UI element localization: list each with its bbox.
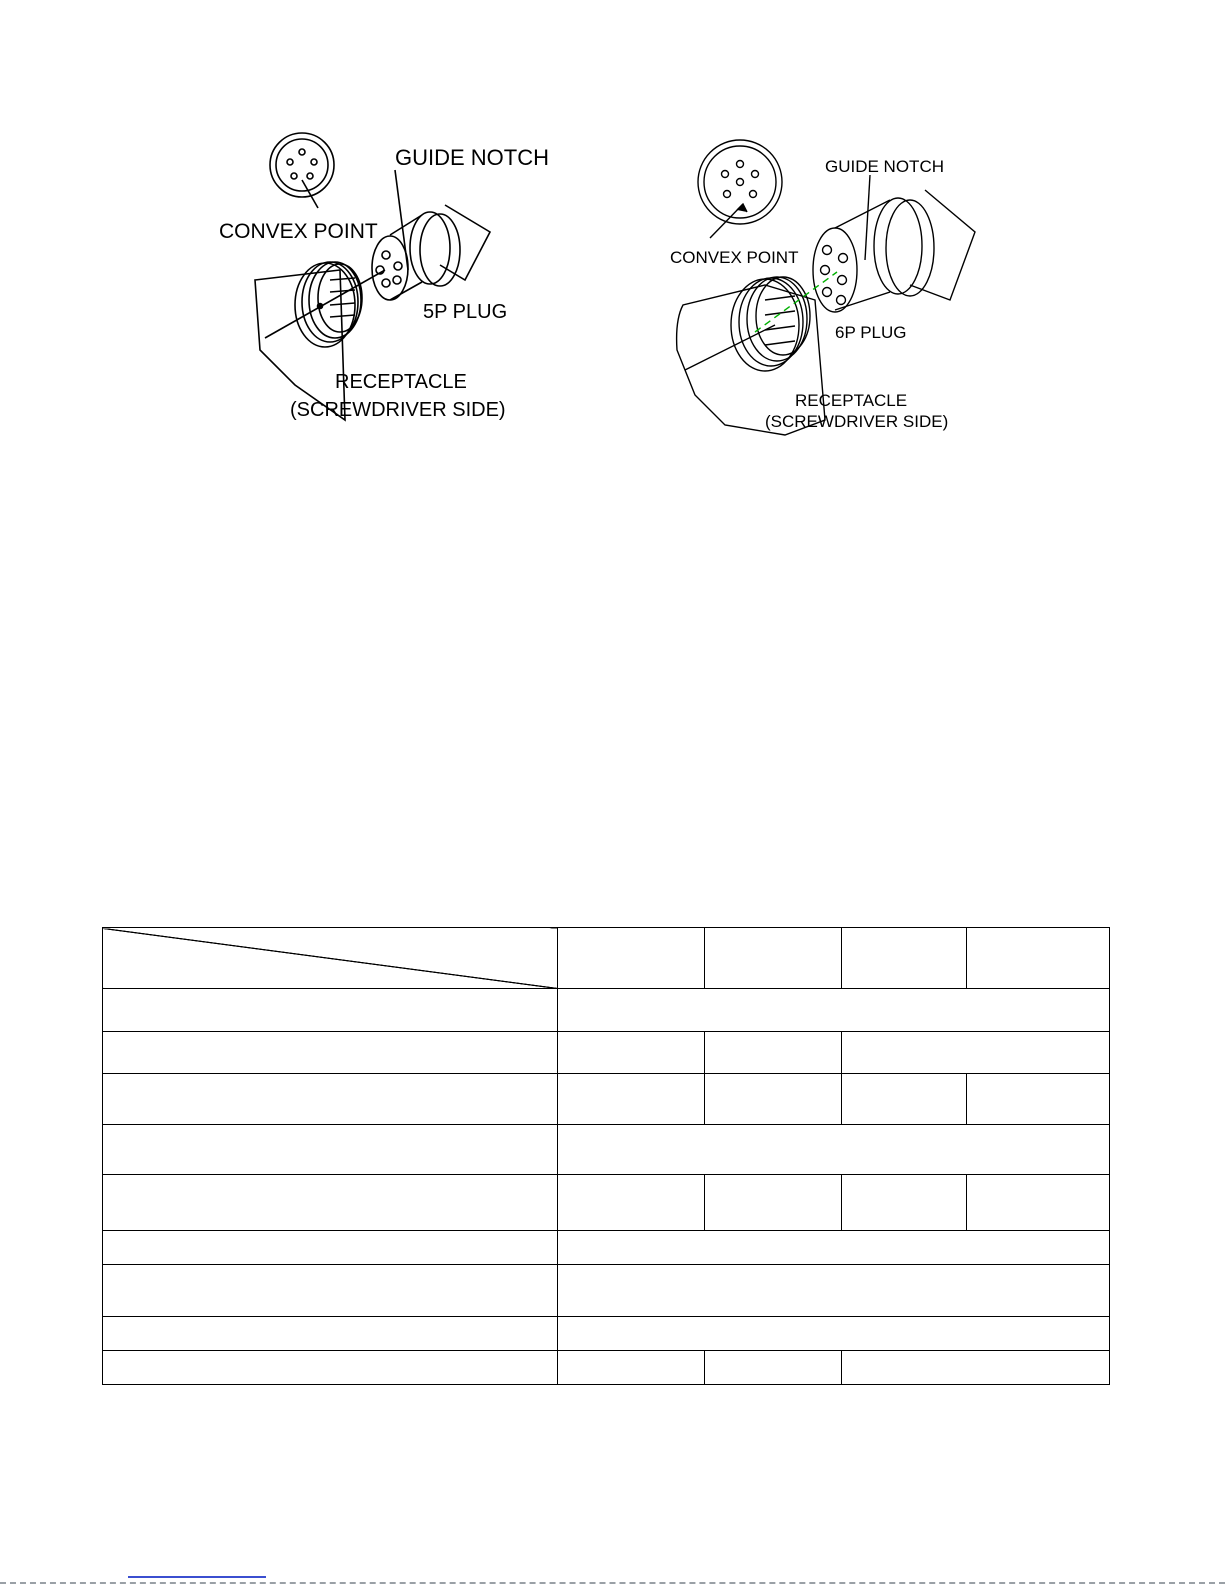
table-row — [103, 989, 1110, 1032]
table-cell — [103, 1175, 558, 1231]
header-diagonal-cell — [103, 928, 558, 989]
table-cell — [558, 1317, 1110, 1351]
convex-point-label: CONVEX POINT — [670, 248, 799, 267]
table-cell — [842, 928, 967, 989]
table-cell — [103, 1231, 558, 1265]
table-cell — [103, 1125, 558, 1175]
table-cell — [558, 989, 1110, 1032]
table-cell — [103, 1265, 558, 1317]
table-cell — [103, 1317, 558, 1351]
table-cell — [103, 989, 558, 1032]
table-row — [103, 1317, 1110, 1351]
table-cell — [842, 1351, 1110, 1385]
table-cell — [558, 1231, 1110, 1265]
table-cell — [558, 1265, 1110, 1317]
guide-notch-label: GUIDE NOTCH — [825, 157, 944, 176]
table-cell — [558, 1032, 705, 1074]
table-cell — [967, 928, 1110, 989]
table-row — [103, 1125, 1110, 1175]
convex-point-label: CONVEX POINT — [219, 220, 378, 243]
table-row — [103, 1074, 1110, 1125]
footer-link-underline[interactable] — [128, 1576, 266, 1578]
screwdriver-side-label: (SCREWDRIVER SIDE) — [765, 412, 949, 431]
connector-6p-drawing — [655, 120, 995, 450]
plug-label: 6P PLUG — [835, 323, 907, 342]
table-header-row — [103, 928, 1110, 989]
table-cell — [705, 928, 842, 989]
connector-diagram-5p — [190, 120, 550, 450]
table-row — [103, 1231, 1110, 1265]
table-cell — [558, 1175, 705, 1231]
connector-diagram-6p — [655, 120, 995, 450]
connector-5p-drawing — [190, 120, 550, 450]
table-cell — [842, 1175, 967, 1231]
receptacle-label: RECEPTACLE — [335, 371, 467, 393]
table-cell — [967, 1175, 1110, 1231]
table-cell — [705, 1074, 842, 1125]
screwdriver-side-label: (SCREWDRIVER SIDE) — [290, 399, 506, 421]
table-cell — [705, 1032, 842, 1074]
table-row — [103, 1175, 1110, 1231]
table-cell — [558, 1351, 705, 1385]
table-row — [103, 1032, 1110, 1074]
spec-table — [102, 927, 1110, 1385]
table-cell — [967, 1074, 1110, 1125]
table-cell — [705, 1351, 842, 1385]
plug-label: 5P PLUG — [423, 301, 508, 323]
table-cell — [705, 1175, 842, 1231]
table-row — [103, 1265, 1110, 1317]
table-cell — [842, 1074, 967, 1125]
table-cell — [558, 1074, 705, 1125]
table-cell — [842, 1032, 1110, 1074]
table-row — [103, 1351, 1110, 1385]
page-break-line — [0, 1582, 1225, 1584]
table-cell — [558, 1125, 1110, 1175]
table-cell — [558, 928, 705, 989]
receptacle-label: RECEPTACLE — [795, 391, 908, 410]
table-cell — [103, 1351, 558, 1385]
table-cell — [103, 1074, 558, 1125]
table-cell — [103, 1032, 558, 1074]
guide-notch-label: GUIDE NOTCH — [395, 145, 549, 170]
